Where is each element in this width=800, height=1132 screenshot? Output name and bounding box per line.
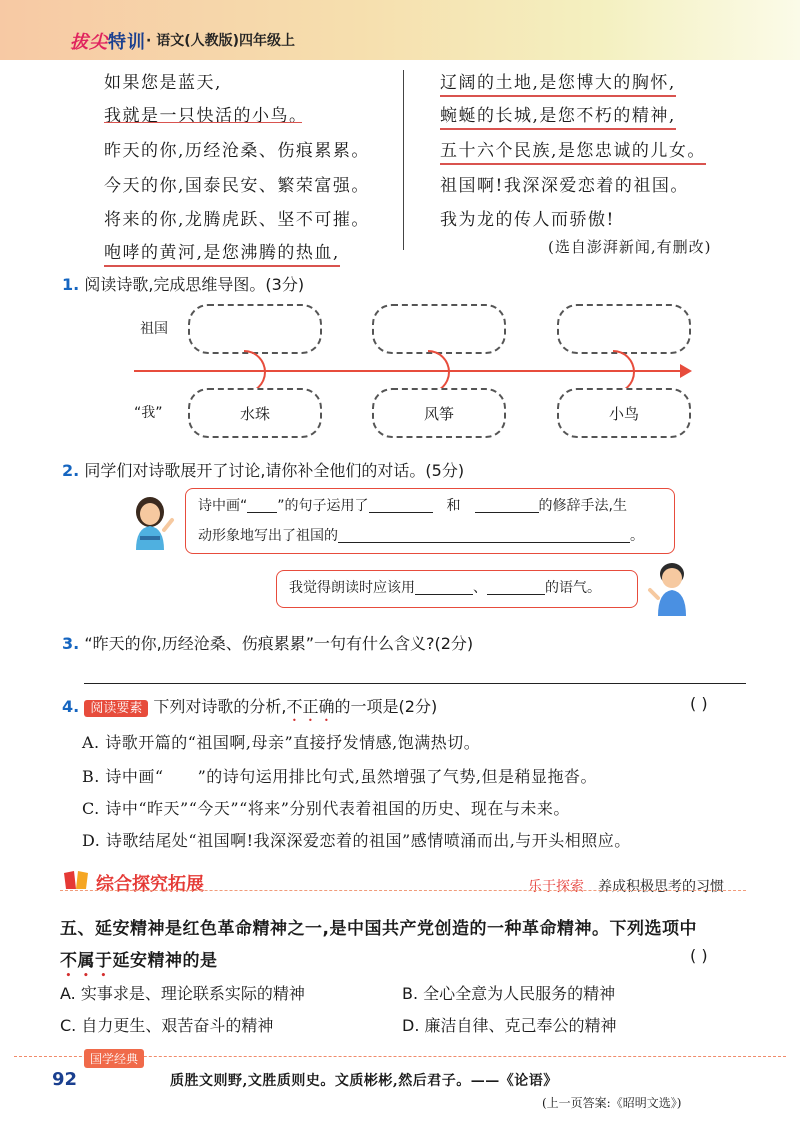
question-text: 延安精神的是: [112, 951, 218, 971]
option-text: ”的诗句运用排比句式,虽然增强了气势,但是稍显拖沓。: [197, 767, 597, 786]
arrow-right-icon: [680, 364, 692, 378]
poem-left-line: 今天的你,国泰民安、繁荣富强。: [104, 176, 370, 196]
question-5-line1: 五、延安精神是红色革命精神之一,是中国共产党创造的一种革命精神。下列选项中: [60, 919, 697, 939]
option-text: B. 诗中画“: [82, 767, 164, 786]
option-c[interactable]: C. 诗中“昨天”“今天”“将来”分别代表着祖国的历史、现在与未来。: [82, 799, 570, 818]
question-4: [62, 694, 437, 725]
girl-avatar-icon: [130, 494, 176, 550]
option-b[interactable]: [82, 764, 597, 787]
bubble-text: 动形象地写出了祖国的: [198, 528, 338, 544]
brand-logo: [70, 28, 146, 54]
wavy-mark: [164, 767, 198, 786]
answer-line[interactable]: [84, 683, 746, 684]
option-d[interactable]: D. 诗歌结尾处“祖国啊!我深深爱恋着的祖国”感情喷涌而出,与开头相照应。: [82, 831, 631, 850]
page-number: 92: [52, 1069, 78, 1090]
mindmap-row-label: 祖国: [140, 321, 168, 337]
reading-element-tag: 阅读要素: [84, 700, 148, 717]
speech-bubble-girl: [185, 488, 675, 554]
question-number: 1.: [62, 275, 80, 294]
poem-right-line: 我为龙的传人而骄傲!: [440, 210, 615, 230]
question-number: 4.: [62, 697, 80, 716]
mindmap-me-box: 小鸟: [557, 388, 691, 438]
question-text: 的一项是(2分): [334, 697, 438, 716]
poem-left-line: 昨天的你,历经沧桑、伤痕累累。: [104, 141, 370, 161]
poem-left-line: 我就是一只快活的小鸟。: [104, 106, 308, 126]
poem-left-line: 将来的你,龙腾虎跃、坚不可摧。: [104, 210, 370, 230]
question-1: [62, 272, 304, 295]
question-2: [62, 458, 464, 481]
section-motto-b: 养成积极思考的习惯: [598, 879, 724, 895]
question-text: 阅读诗歌,完成思维导图。(3分): [84, 275, 305, 294]
mindmap-answer-box[interactable]: [188, 304, 322, 354]
book-icon: [62, 869, 90, 891]
question-text: 下列对诗歌的分析,: [153, 697, 287, 716]
speech-bubble-boy: [276, 570, 638, 608]
bubble-text: 。: [630, 528, 644, 544]
question-number: 2.: [62, 461, 80, 480]
option-a[interactable]: A. 诗歌开篇的“祖国啊,母亲”直接抒发情感,饱满热切。: [82, 733, 481, 752]
bubble-text: 和: [446, 498, 461, 514]
boy-avatar-icon: [646, 560, 692, 616]
section-motto: [528, 876, 724, 896]
mindmap-answer-box[interactable]: [557, 304, 691, 354]
question-number: 3.: [62, 634, 80, 653]
footer-tag: 国学经典: [84, 1049, 144, 1068]
poem-source: (选自澎湃新闻,有删改): [548, 238, 712, 256]
bubble-text: ”的句子运用了: [277, 498, 369, 514]
section-divider: [60, 890, 746, 891]
bubble-text: 诗中画“: [198, 498, 248, 514]
poem-underline: [104, 122, 302, 123]
poem-left-line: 咆哮的黄河,是您沸腾的热血,: [104, 243, 340, 267]
answer-blank[interactable]: [475, 497, 539, 513]
answer-blank[interactable]: [247, 497, 277, 513]
mindmap-me-box: 风筝: [372, 388, 506, 438]
header-subtitle: · 语文(人教版)四年级上: [146, 33, 295, 49]
mindmap-axis: [134, 370, 682, 372]
poem-right-line: 蜿蜒的长城,是您不朽的精神,: [440, 106, 676, 130]
mindmap-answer-box[interactable]: [372, 304, 506, 354]
brand-part-b: 特训: [108, 32, 146, 53]
answer-paren[interactable]: ( ): [690, 694, 708, 713]
bubble-text: 的语气。: [545, 580, 601, 596]
brand-part-a: 拔尖: [70, 32, 108, 53]
bubble-text: 我觉得朗读时应该用: [289, 580, 415, 596]
section-title: 综合探究拓展: [96, 874, 204, 895]
bubble-text: 的修辞手法,生: [538, 498, 627, 514]
option-a[interactable]: A. 实事求是、理论联系实际的精神: [60, 984, 305, 1003]
poem-right-line: 辽阔的土地,是您博大的胸怀,: [440, 73, 676, 97]
poem-right-line: 五十六个民族,是您忠诚的儿女。: [440, 141, 706, 165]
poem-divider: [403, 70, 404, 250]
poem-right-line: 祖国啊!我深深爱恋着的祖国。: [440, 176, 689, 196]
question-3: [62, 631, 473, 654]
answer-blank[interactable]: [487, 579, 545, 595]
option-d[interactable]: D. 廉洁自律、克己奉公的精神: [402, 1016, 617, 1035]
question-text: “昨天的你,历经沧桑、伤痕累累”一句有什么含义?(2分): [84, 634, 474, 653]
answer-blank[interactable]: [338, 527, 630, 543]
section-motto-a: 乐于探索: [528, 879, 584, 895]
option-c[interactable]: C. 自力更生、艰苦奋斗的精神: [60, 1016, 274, 1035]
question-5-line2: [60, 946, 218, 981]
mindmap-me-box: 水珠: [188, 388, 322, 438]
bubble-text: 、: [473, 580, 487, 596]
question-text: 同学们对诗歌展开了讨论,请你补全他们的对话。(5分): [84, 461, 465, 480]
poem-left-line: 如果您是蓝天,: [104, 73, 222, 93]
question-emphasis: 不属于: [60, 951, 113, 971]
answer-blank[interactable]: [415, 579, 473, 595]
footer-quote: 质胜文则野,文胜质则史。文质彬彬,然后君子。——《论语》: [170, 1073, 558, 1089]
answer-blank[interactable]: [369, 497, 433, 513]
option-b[interactable]: B. 全心全意为人民服务的精神: [402, 984, 616, 1003]
footer-answer: (上一页答案:《昭明文选》): [542, 1096, 682, 1110]
mindmap-row-label: “我”: [134, 405, 163, 421]
question-emphasis: 不正确: [286, 697, 335, 716]
answer-paren[interactable]: ( ): [690, 946, 708, 965]
